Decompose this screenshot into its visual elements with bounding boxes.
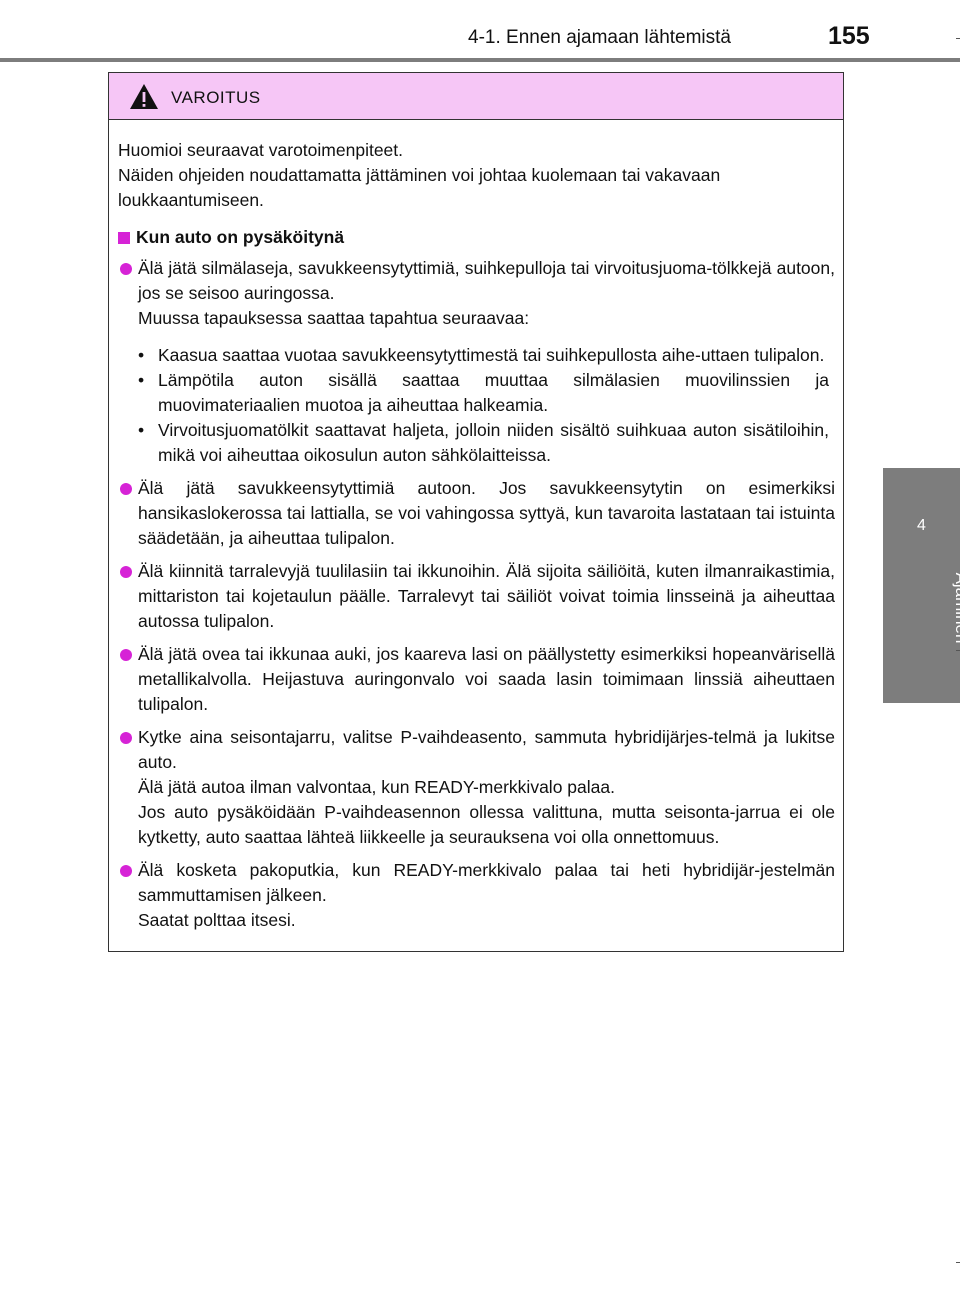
round-bullet-icon (120, 865, 132, 877)
item-paragraph: Älä jätä ovea tai ikkunaa auki, jos kaareva lasi on päällystetty esimerkiksi hopeanvärisellä metallikalvolla. Heijastuva auringonvalo voi saada lasin toimimaan linssiä aiheuttaen tulipalon. (138, 644, 835, 714)
round-bullet-icon (120, 649, 132, 661)
chapter-number: 4 (917, 517, 926, 534)
item-paragraph: Älä jätä autoa ilman valvontaa, kun READY-merkkivalo palaa. (138, 777, 615, 797)
list-item (118, 858, 835, 933)
item-paragraph: Älä jätä silmälaseja, savukkeensytyttimiä, suihkepulloja tai virvoitusjuoma-tölkkejä autoon, jos se seisoo auringossa. (138, 258, 835, 303)
chapter-tab[interactable] (883, 468, 971, 703)
section-heading (118, 225, 835, 250)
list-item (118, 476, 835, 551)
list-item (118, 642, 835, 717)
intro-line: Näiden ohjeiden noudattamatta jättäminen voi johtaa kuolemaan tai vakavaan loukkaantumiseen. (118, 165, 721, 210)
bullet-dot: • (138, 370, 145, 390)
crop-mark (956, 1262, 960, 1263)
square-bullet-icon (118, 232, 130, 244)
warning-body (109, 120, 843, 933)
intro-line: Huomioi seuraavat varotoimenpiteet. (118, 140, 404, 160)
page-number: 155 (828, 22, 870, 50)
section-heading-text: Kun auto on pysäköitynä (136, 227, 345, 247)
crop-mark (956, 38, 960, 39)
round-bullet-icon (120, 732, 132, 744)
header-section-title: 4-1. Ennen ajamaan lähtemistä (468, 27, 731, 48)
bullet-dot: • (138, 345, 145, 365)
item-paragraph: Saatat polttaa itsesi. (138, 910, 296, 930)
sub-list (138, 343, 835, 468)
item-paragraph: Jos auto pysäköidään P-vaihdeasennon ollessa valittuna, mutta seisonta-jarrua ei ole kytketty, auto saattaa lähteä liikkeelle ja seurauksena voi olla onnettomuus. (138, 802, 835, 847)
item-paragraph: Muussa tapauksessa saattaa tapahtua seuraavaa: (138, 308, 530, 328)
warning-triangle-icon (129, 83, 159, 110)
warning-label: VAROITUS (171, 88, 261, 107)
header-rule (0, 58, 960, 62)
round-bullet-icon (120, 566, 132, 578)
item-paragraph: Älä jätä savukkeensytyttimiä autoon. Jos savukkeensytytin on esimerkiksi hansikaslokerossa tai lattialla, se voi vahingossa syttyä, kun tavaroita lastataan tai istuinta säädetään, ja aiheuttaa tulipalon. (138, 478, 835, 548)
crop-mark (956, 650, 960, 651)
sub-list-item: • Virvoitusjuomatölkit saattavat haljeta, jolloin niiden sisältö suihkuaa auton sisätiloihin, mikä voi aiheuttaa oikosulun auton sähkölaitteissa. (138, 418, 835, 468)
round-bullet-icon (120, 263, 132, 275)
item-paragraph: Älä kosketa pakoputkia, kun READY-merkkivalo palaa tai heti hybridijär-jestelmän sammuttamisen jälkeen. (138, 860, 835, 905)
list-item (118, 256, 835, 468)
bullet-dot: • (138, 420, 145, 440)
chapter-name: Ajaminen (952, 572, 971, 644)
list-item (118, 559, 835, 634)
list-item (118, 725, 835, 850)
warning-header (109, 73, 843, 120)
warning-box (108, 72, 844, 952)
round-bullet-icon (120, 483, 132, 495)
sub-list-item: • Lämpötila auton sisällä saattaa muuttaa silmälasien muovilinssien ja muovimateriaalien muotoa ja aiheuttaa halkeamia. (138, 368, 835, 418)
sub-list-item: • Kaasua saattaa vuotaa savukkeensytyttimestä tai suihkepullosta aihe-uttaen tulipalon. (138, 343, 835, 368)
item-paragraph: Älä kiinnitä tarralevyjä tuulilasiin tai ikkunoihin. Älä sijoita säiliöitä, kuten ilmanraikastimia, mittariston tai kojetaulun päälle. Tarralevyt tai säiliöt voivat toimia linsseinä ja aiheuttaa autossa tulipalon. (138, 561, 835, 631)
item-paragraph: Kytke aina seisontajarru, valitse P-vaihdeasento, sammuta hybridijärjes-telmä ja lukitse auto. (138, 727, 835, 772)
